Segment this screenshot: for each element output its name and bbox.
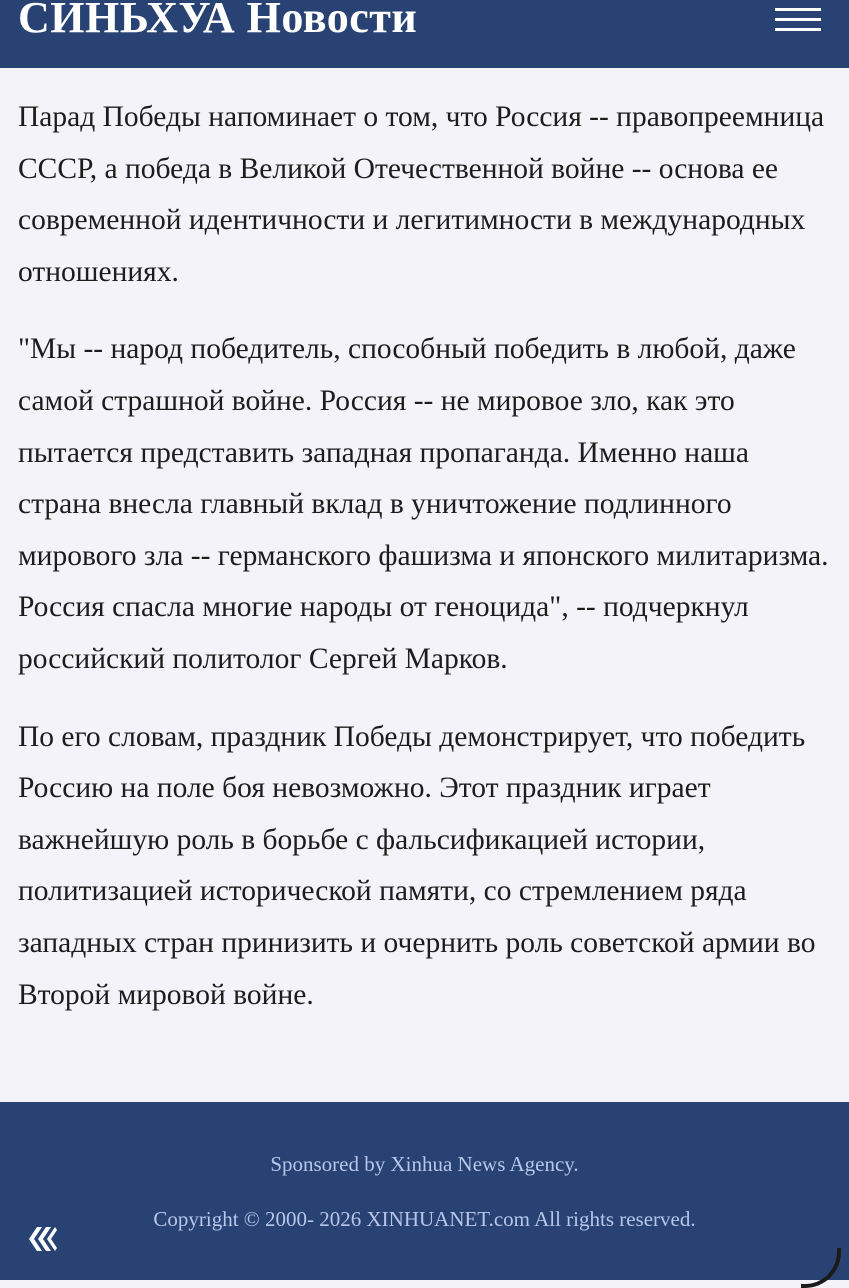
article-paragraph: Парад Победы напоминает о том, что Россия -- правопреемница СССР, а победа в Великой Отечественной войне -- основа ее современной идентичности и легитимности в международных отношениях. <box>18 101 825 288</box>
site-footer <box>0 1102 849 1280</box>
article-paragraph: "Мы -- народ победитель, способный победить в любой, даже самой страшной войне. Россия -- не мировое зло, как это пытается представить западная пропаганда. Именно наша страна внесла главный вклад в уничтожение подлинного мирового зла -- германского фашизма и японского милитаризма. Россия спасла многие народы от геноцида", -- подчеркнул российский политолог Сергей Марков. <box>18 333 829 675</box>
hamburger-menu-icon[interactable] <box>775 6 821 34</box>
xinhua-logo-icon[interactable] <box>25 1222 59 1256</box>
site-header <box>0 0 849 68</box>
corner-decoration <box>801 1248 841 1288</box>
article-paragraph: По его словам, праздник Победы демонстрирует, что победить Россию на поле боя невозможно. Этот праздник играет важнейшую роль в борьбе с фальсификацией истории, политизацией исторической памяти, со стремлением ряда западных стран принизить и очернить роль советской армии во Второй мировой войне. <box>18 720 816 1011</box>
sponsored-text: Sponsored by Xinhua News Agency. <box>270 1152 579 1176</box>
copyright-text: Copyright © 2000- 2026 XINHUANET.com All rights reserved. <box>153 1207 696 1231</box>
site-title[interactable]: СИНЬХУА Новости <box>18 0 418 42</box>
article-body <box>18 92 833 1047</box>
